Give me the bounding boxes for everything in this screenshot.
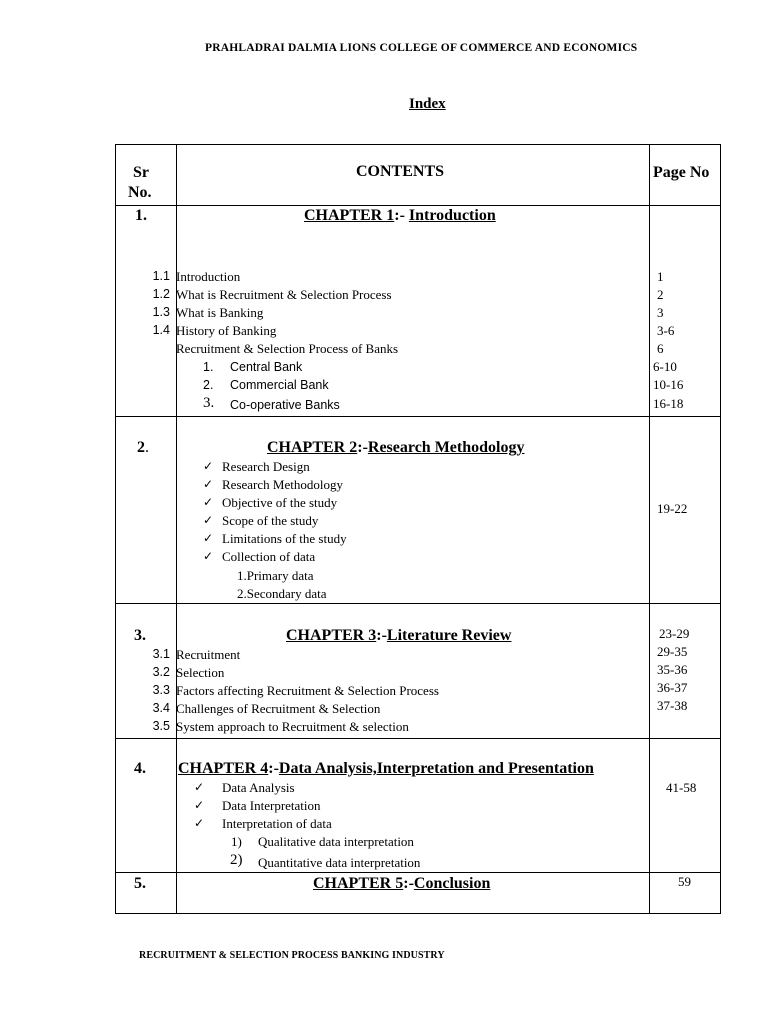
section-title: History of Banking	[176, 323, 277, 338]
col-header-contents: CONTENTS	[356, 163, 445, 180]
chapter-4-title	[178, 760, 594, 778]
bank-number: 1.	[203, 360, 214, 374]
section-number: 3.5	[152, 719, 170, 733]
chapter-2-label: CHAPTER 2	[267, 439, 358, 456]
check-icon: ✓	[203, 513, 214, 527]
table-row-divider	[115, 416, 721, 417]
section-page: 6	[657, 341, 664, 356]
table-row-divider	[115, 603, 721, 604]
chapter-3-sep: :-	[376, 627, 387, 644]
bank-title: Commercial Bank	[230, 378, 329, 392]
chapter-1-label: CHAPTER 1	[304, 207, 395, 224]
chapter-4-sep: :-	[268, 760, 279, 777]
chapter-5-label: CHAPTER 5	[313, 875, 404, 892]
section-title: Challenges of Recruitment & Selection	[176, 701, 381, 716]
section-number: 1.4	[152, 323, 170, 337]
section-page: 35-36	[657, 662, 688, 677]
section-title: Recruitment	[176, 647, 241, 662]
chapter-1-title	[304, 207, 496, 225]
chapter-4-name: Data Analysis,Interpretation and Presentation	[278, 760, 594, 777]
bank-page: 16-18	[653, 396, 684, 411]
bank-title: Central Bank	[230, 360, 303, 374]
col-header-no: No.	[128, 184, 152, 201]
chapter-2-number	[137, 439, 149, 457]
chapter-2-dot: .	[145, 439, 149, 456]
table-border-left	[115, 144, 116, 914]
sub-list-item: 1.Primary data	[237, 568, 314, 583]
sub-list-number: 2)	[230, 852, 243, 868]
chapter-3-page: 23-29	[659, 626, 690, 641]
sub-list-item: Quantitative data interpretation	[258, 855, 421, 870]
section-number: 3.2	[152, 665, 170, 679]
table-border-right	[720, 144, 721, 914]
section-page: 1	[657, 269, 664, 284]
chapter-3-number: 3.	[134, 627, 146, 644]
list-item: Interpretation of data	[222, 816, 332, 831]
bank-title: Co-operative Banks	[230, 398, 340, 412]
chapter-3-title	[286, 627, 511, 645]
check-icon: ✓	[194, 780, 205, 794]
list-item: Collection of data	[222, 549, 316, 564]
section-title: Factors affecting Recruitment & Selection Process	[176, 683, 439, 698]
chapter-1-sep: :-	[394, 207, 409, 224]
chapter-2-sep: :-	[357, 439, 368, 456]
college-header: PRAHLADRAI DALMIA LIONS COLLEGE OF COMMERCE AND ECONOMICS	[205, 42, 638, 54]
section-page: 2	[657, 287, 664, 302]
list-item: Limitations of the study	[222, 531, 347, 546]
section-title: What is Recruitment & Selection Process	[176, 287, 392, 302]
check-icon: ✓	[203, 459, 214, 473]
list-item: Data Interpretation	[222, 798, 321, 813]
check-icon: ✓	[203, 495, 214, 509]
list-item: Scope of the study	[222, 513, 319, 528]
section-number: 3.1	[152, 647, 170, 661]
section-page: 3	[657, 305, 664, 320]
table-row-divider	[115, 738, 721, 739]
chapter-2-name: Research Methodology	[367, 439, 525, 456]
chapter-2-page: 19-22	[657, 501, 688, 516]
check-icon: ✓	[194, 816, 205, 830]
check-icon: ✓	[194, 798, 205, 812]
document-footer: RECRUITMENT & SELECTION PROCESS BANKING INDUSTRY	[139, 950, 445, 961]
chapter-5-sep: :-	[403, 875, 414, 892]
table-col-divider	[176, 144, 177, 914]
bank-page: 10-16	[653, 377, 684, 392]
chapter-5-name: Conclusion	[413, 875, 491, 892]
section-number: 3.3	[152, 683, 170, 697]
section-title: Introduction	[176, 269, 241, 284]
col-header-sr: Sr	[133, 164, 149, 181]
list-item: Research Design	[222, 459, 310, 474]
table-row-divider	[115, 872, 721, 873]
bank-number: 2.	[203, 378, 214, 392]
table-row-divider	[115, 205, 721, 206]
chapter-1-number: 1.	[135, 207, 147, 224]
bank-page: 6-10	[653, 359, 677, 374]
section-number: 3.4	[152, 701, 170, 715]
chapter-5-number: 5.	[134, 875, 146, 892]
section-title: Recruitment & Selection Process of Banks	[176, 341, 399, 356]
chapter-5-page: 59	[678, 874, 691, 889]
check-icon: ✓	[203, 477, 214, 491]
chapter-2-digit: 2	[137, 439, 145, 456]
section-number: 1.3	[152, 305, 170, 319]
col-header-page-no: Page No	[653, 164, 710, 181]
sub-list-number: 1)	[231, 834, 242, 849]
chapter-3-name: Literature Review	[386, 627, 512, 644]
section-page: 37-38	[657, 698, 688, 713]
chapter-4-label: CHAPTER 4	[178, 760, 269, 777]
table-border-top	[115, 144, 721, 145]
section-page: 3-6	[657, 323, 675, 338]
section-title: What is Banking	[176, 305, 264, 320]
section-number: 1.2	[152, 287, 170, 301]
section-title: Selection	[176, 665, 225, 680]
index-title: Index	[409, 96, 446, 112]
section-title: System approach to Recruitment & selection	[176, 719, 409, 734]
section-page: 36-37	[657, 680, 688, 695]
chapter-2-title	[267, 439, 524, 457]
sub-list-item: Qualitative data interpretation	[258, 834, 414, 849]
chapter-4-page: 41-58	[666, 780, 697, 795]
section-number: 1.1	[152, 269, 170, 283]
check-icon: ✓	[203, 531, 214, 545]
section-page: 29-35	[657, 644, 688, 659]
list-item: Data Analysis	[222, 780, 295, 795]
list-item: Research Methodology	[222, 477, 343, 492]
chapter-1-name: Introduction	[408, 207, 496, 224]
chapter-5-title	[313, 875, 490, 893]
sub-list-item: 2.Secondary data	[237, 586, 327, 601]
list-item: Objective of the study	[222, 495, 338, 510]
bank-number: 3.	[203, 395, 215, 411]
check-icon: ✓	[203, 549, 214, 563]
table-border-bottom	[115, 913, 721, 914]
chapter-3-label: CHAPTER 3	[286, 627, 377, 644]
chapter-4-number: 4.	[134, 760, 146, 777]
table-col-divider	[649, 144, 650, 914]
